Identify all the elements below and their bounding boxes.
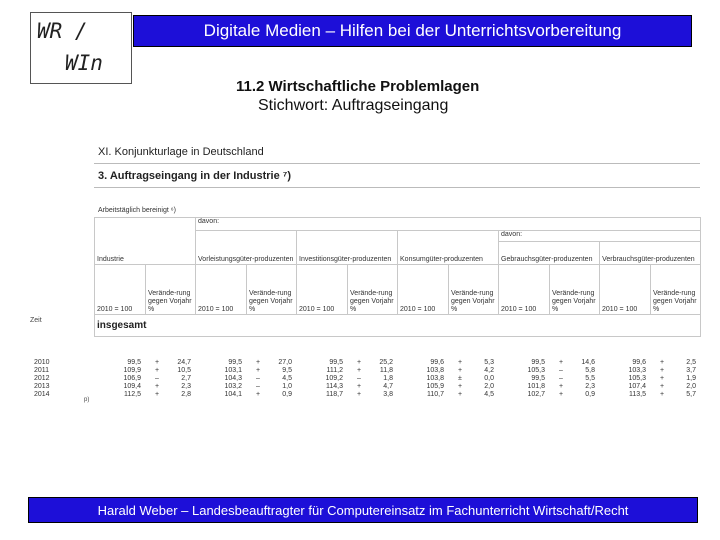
header-banner <box>133 15 692 47</box>
footnote-mark: p) <box>84 397 90 403</box>
change-sign: + <box>458 367 463 374</box>
index-value: 114,3 <box>326 383 343 390</box>
footer-banner <box>28 497 698 523</box>
change-sign: + <box>660 391 665 398</box>
change-value: 4,5 <box>484 391 494 398</box>
group-header-gebrauch: Gebrauchsgüter-produzenten <box>499 241 600 264</box>
unit-index: 2010 = 100 <box>196 265 247 315</box>
adjustment-note: Arbeitstäglich bereinigt ⁶) <box>98 207 176 214</box>
index-value: 99,5 <box>329 359 343 366</box>
change-sign: + <box>155 383 160 390</box>
change-sign: + <box>357 367 362 374</box>
change-sign: + <box>559 359 564 366</box>
konsum-subgroups <box>499 231 701 265</box>
change-sign: + <box>458 383 463 390</box>
change-value: 5,5 <box>585 375 595 382</box>
change-value: 14,6 <box>581 359 595 366</box>
change-sign: + <box>155 359 160 366</box>
index-value: 101,8 <box>527 383 545 390</box>
change-value: 25,2 <box>379 359 393 366</box>
index-value: 107,4 <box>628 383 646 390</box>
index-value: 112,5 <box>124 391 141 398</box>
index-value: 99,5 <box>228 359 242 366</box>
change-sign: + <box>660 383 665 390</box>
change-sign: + <box>458 359 463 366</box>
change-value: 0,0 <box>484 375 494 382</box>
divider <box>94 163 700 164</box>
index-value: 109,2 <box>325 375 343 382</box>
insgesamt-label: insgesamt <box>95 315 701 337</box>
change-value: 5,7 <box>686 391 696 398</box>
change-value: 24,7 <box>177 359 191 366</box>
index-value: 111,2 <box>326 367 343 374</box>
change-value: 2,5 <box>686 359 696 366</box>
unit-change: Verände-rung gegen Vorjahr % <box>146 265 196 315</box>
index-value: 109,9 <box>123 367 141 374</box>
unit-change: Verände-rung gegen Vorjahr % <box>550 265 600 315</box>
logo <box>30 12 132 84</box>
change-value: 27,0 <box>278 359 292 366</box>
index-value: 103,3 <box>628 367 646 374</box>
change-sign: + <box>256 367 261 374</box>
group-header-investition: Investitionsgüter-produzenten <box>297 231 398 265</box>
index-value: 105,9 <box>426 383 444 390</box>
table-row <box>34 383 700 391</box>
scanned-table-document <box>28 135 700 415</box>
index-value: 102,7 <box>527 391 545 398</box>
row-year: 2014 <box>34 391 50 398</box>
change-sign: + <box>357 391 362 398</box>
change-value: 5,3 <box>484 359 494 366</box>
unit-index: 2010 = 100 <box>297 265 348 315</box>
change-value: 1,8 <box>383 375 393 382</box>
index-value: 113,5 <box>629 391 646 398</box>
change-value: 2,3 <box>585 383 595 390</box>
index-value: 104,3 <box>224 375 242 382</box>
section-keyword: Stichwort: Auftragseingang <box>258 97 449 114</box>
unit-index: 2010 = 100 <box>398 265 449 315</box>
unit-index: 2010 = 100 <box>600 265 651 315</box>
change-value: 3,8 <box>383 391 393 398</box>
change-value: 4,5 <box>282 375 292 382</box>
change-value: 1,9 <box>686 375 696 382</box>
table-row <box>34 359 700 367</box>
change-value: 2,0 <box>484 383 494 390</box>
index-value: 106,9 <box>123 375 141 382</box>
unit-change: Verände-rung gegen Vorjahr % <box>449 265 499 315</box>
index-value: 103,8 <box>426 375 444 382</box>
table-row <box>34 375 700 383</box>
index-value: 99,5 <box>531 359 545 366</box>
section-title: 11.2 Wirtschaftliche Problemlagen <box>236 78 480 95</box>
header-title: Digitale Medien – Hilfen bei der Unterrichtsvorbereitung <box>203 21 622 40</box>
unit-index: 2010 = 100 <box>499 265 550 315</box>
index-value: 103,2 <box>224 383 242 390</box>
row-year: 2011 <box>34 367 50 374</box>
change-value: 5,8 <box>585 367 595 374</box>
change-sign: + <box>660 359 665 366</box>
group-header-vorleistung: Vorleistungsgüter-produzenten <box>196 231 297 265</box>
change-value: 2,7 <box>181 375 191 382</box>
change-sign: + <box>256 359 261 366</box>
index-value: 99,5 <box>531 375 545 382</box>
footer-text: Harald Weber – Landesbeauftragter für Computereinsatz im Fachunterricht Wirtschaft/Recht <box>97 502 629 518</box>
change-sign: + <box>660 367 665 374</box>
unit-change: Verände-rung gegen Vorjahr % <box>247 265 297 315</box>
change-sign: + <box>357 359 362 366</box>
group-header-industrie: Industrie <box>95 218 196 265</box>
index-value: 105,3 <box>527 367 545 374</box>
change-value: 1,0 <box>282 383 292 390</box>
index-value: 99,5 <box>127 359 141 366</box>
change-sign: + <box>155 391 160 398</box>
index-value: 99,6 <box>430 359 444 366</box>
change-sign: + <box>559 383 564 390</box>
table-row <box>34 391 700 399</box>
index-value: 103,8 <box>426 367 444 374</box>
change-sign: – <box>559 375 563 382</box>
change-sign: + <box>660 375 665 382</box>
change-value: 9,5 <box>282 367 292 374</box>
change-value: 10,5 <box>177 367 191 374</box>
davon-sub-header: davon: <box>499 231 700 241</box>
change-sign: – <box>357 375 361 382</box>
group-header-verbrauch: Verbrauchsgüter-produzenten <box>602 256 695 263</box>
index-value: 110,7 <box>427 391 444 398</box>
index-value: 105,3 <box>628 375 646 382</box>
index-value: 103,1 <box>224 367 242 374</box>
logo-line-1: WR / <box>37 19 88 43</box>
change-sign: – <box>155 375 159 382</box>
index-value: 109,4 <box>123 383 141 390</box>
index-value: 104,1 <box>224 391 242 398</box>
document-subheading: 3. Auftragseingang in der Industrie ⁷) <box>98 170 291 182</box>
change-sign: + <box>559 391 564 398</box>
logo-line-2: WIn <box>65 51 103 75</box>
change-sign: + <box>357 383 362 390</box>
row-year: 2010 <box>34 359 50 366</box>
zeit-label: Zeit <box>30 317 42 324</box>
change-sign: – <box>256 383 260 390</box>
change-value: 0,9 <box>282 391 292 398</box>
change-sign: + <box>256 391 261 398</box>
row-year: 2013 <box>34 383 50 390</box>
divider <box>94 187 700 188</box>
document-heading: XI. Konjunkturlage in Deutschland <box>98 146 264 158</box>
table-row <box>34 367 700 375</box>
change-value: 4,2 <box>484 367 494 374</box>
change-sign: – <box>256 375 260 382</box>
change-sign: + <box>458 391 463 398</box>
unit-change: Verände-rung gegen Vorjahr % <box>348 265 398 315</box>
unit-index: 2010 = 100 <box>95 265 146 315</box>
change-sign: – <box>559 367 563 374</box>
index-value: 99,6 <box>632 359 646 366</box>
change-value: 11,8 <box>379 367 393 374</box>
davon-header: davon: <box>196 218 701 231</box>
unit-change: Verände-rung gegen Vorjahr % <box>651 265 701 315</box>
orders-table <box>94 217 701 337</box>
change-value: 0,9 <box>585 391 595 398</box>
change-value: 2,3 <box>181 383 191 390</box>
index-value: 118,7 <box>326 391 343 398</box>
change-sign: ± <box>458 375 462 382</box>
group-header-konsum: Konsumgüter-produzenten <box>398 231 499 265</box>
change-value: 2,0 <box>686 383 696 390</box>
change-sign: + <box>155 367 160 374</box>
change-value: 3,7 <box>686 367 696 374</box>
change-value: 2,8 <box>181 391 191 398</box>
row-year: 2012 <box>34 375 50 382</box>
change-value: 4,7 <box>383 383 393 390</box>
